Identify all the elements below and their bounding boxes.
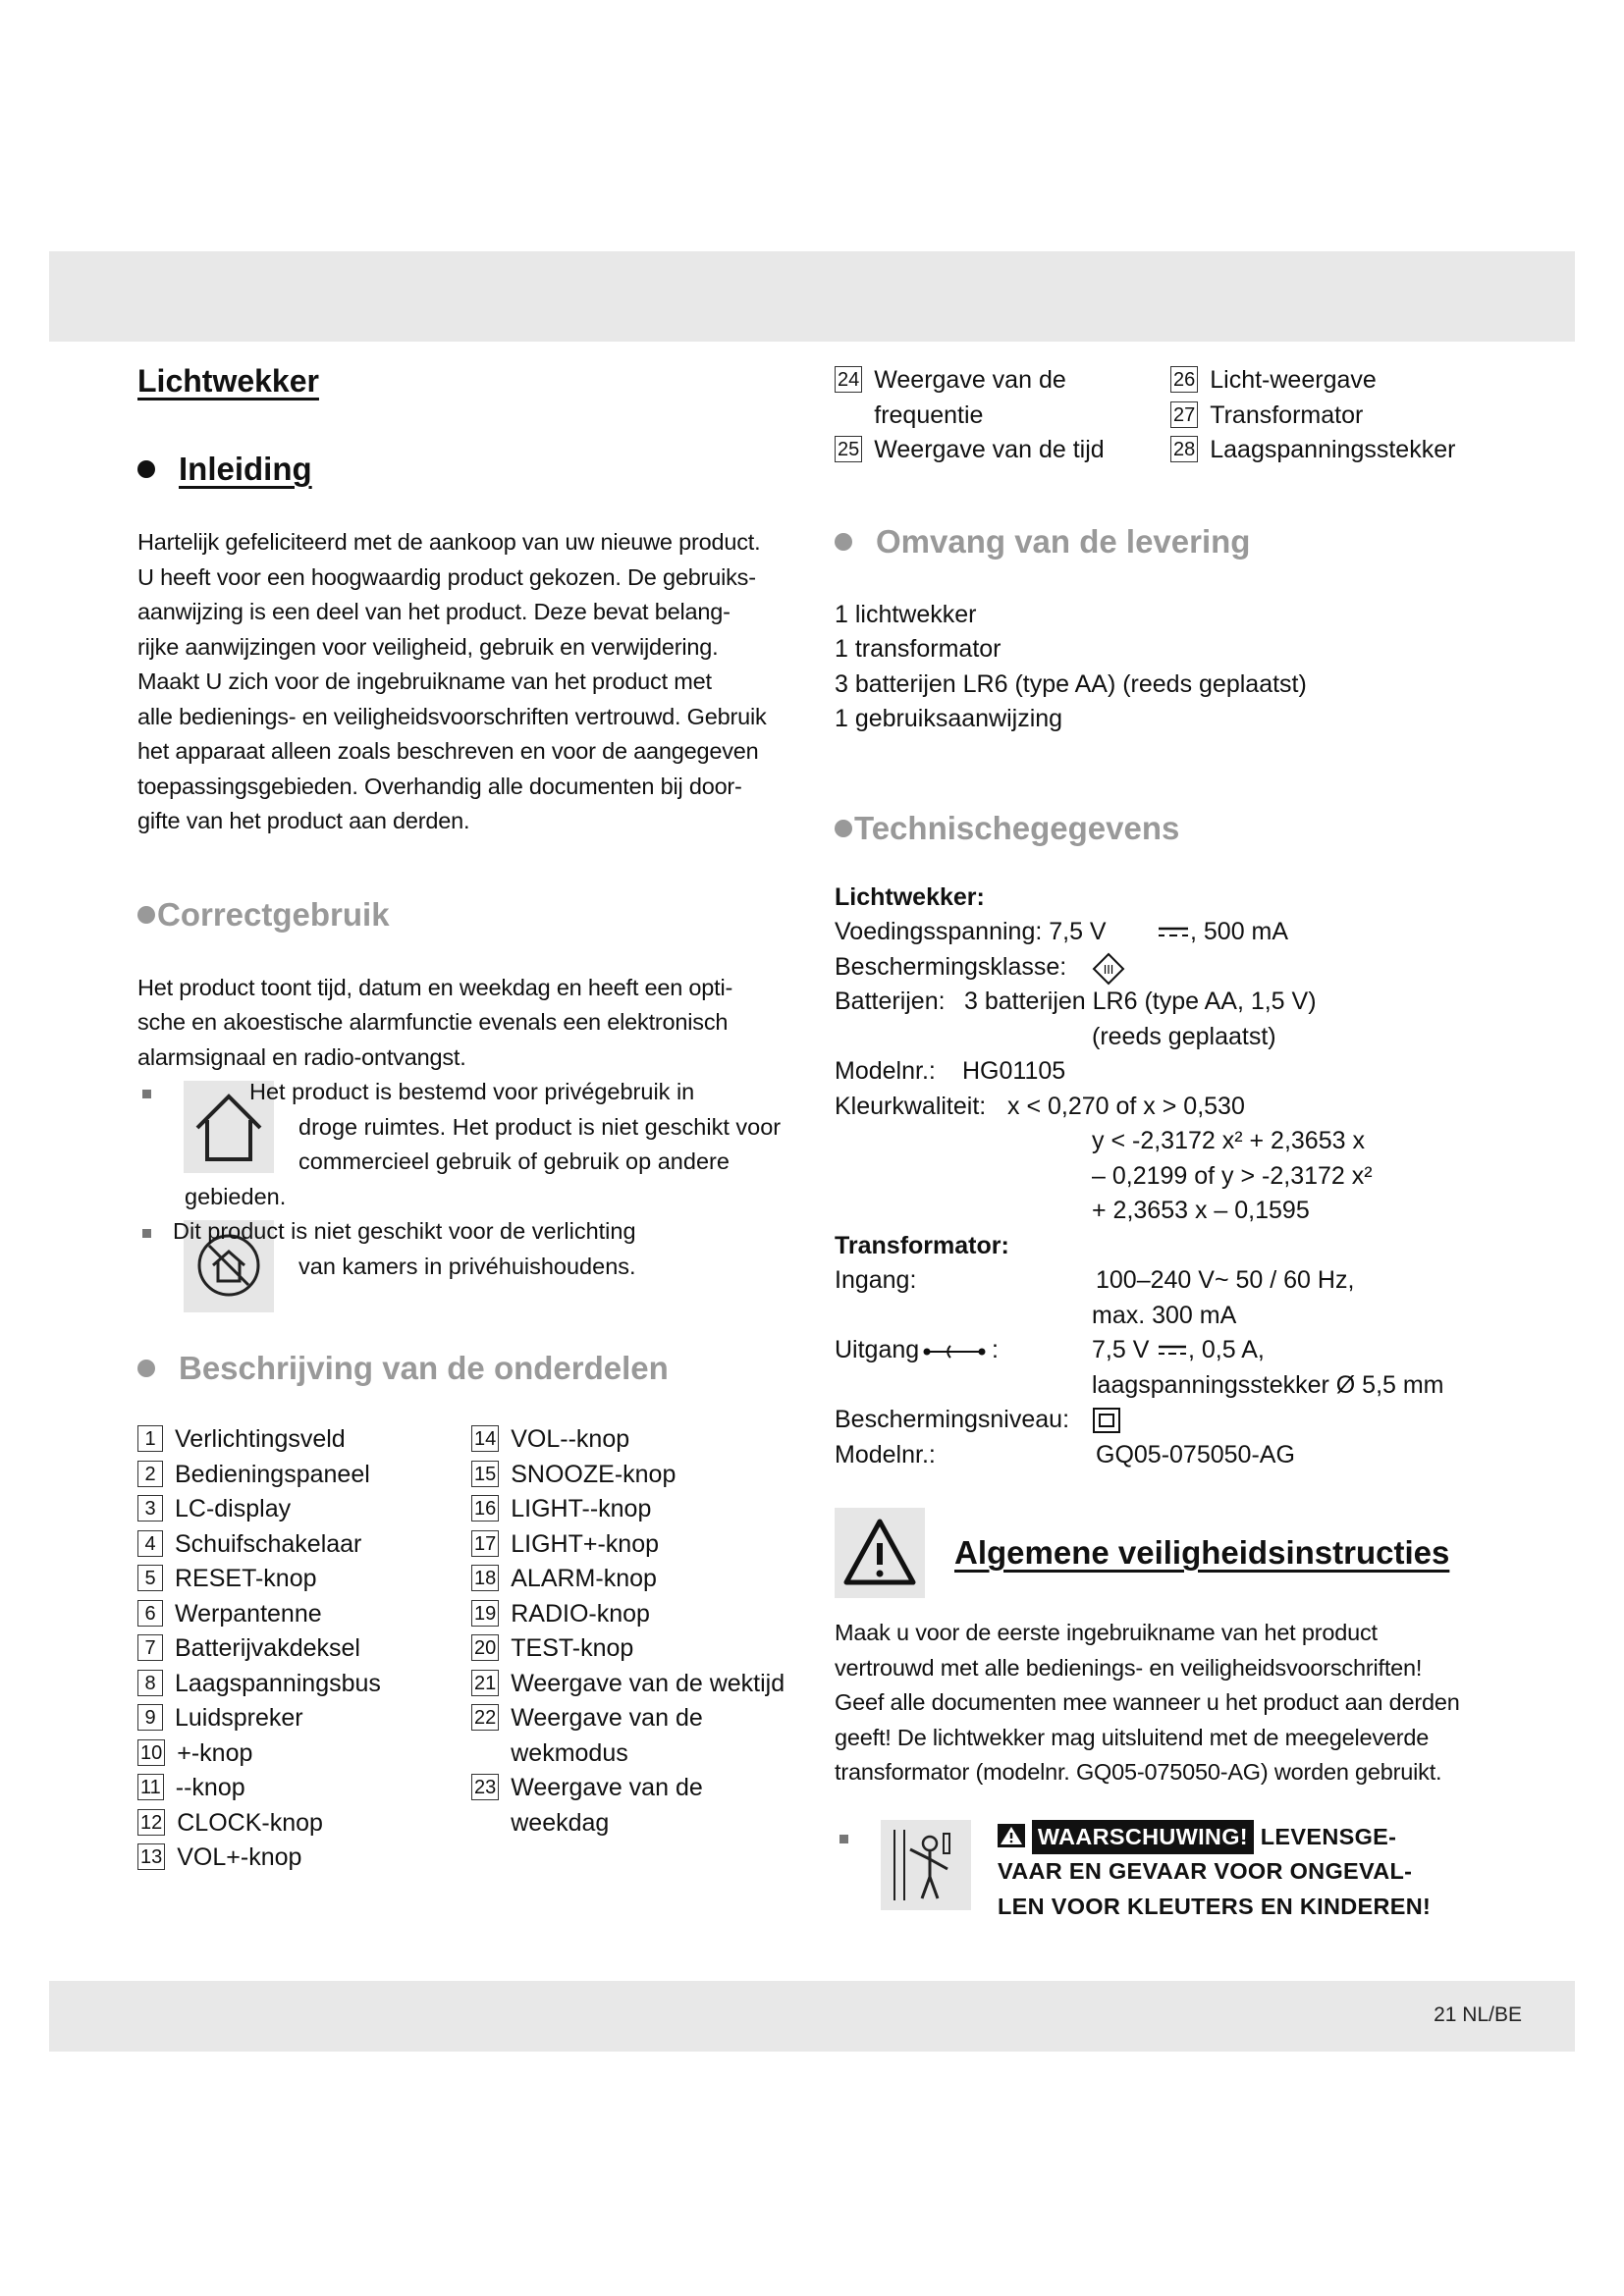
omvang-item: 1 gebruiksaanwijzing	[835, 705, 1063, 732]
model2-label: Modelnr.:	[835, 1440, 936, 1468]
omvang-item: 1 transformator	[835, 635, 1001, 663]
kleur-value: – 0,2199 of y > -2,3172 x²	[1092, 1161, 1373, 1190]
bescherming-row	[835, 950, 1483, 986]
part-item: 28 Laagspanningsstekker	[1170, 433, 1483, 468]
part-item: 22 Weergave van de	[471, 1701, 805, 1736]
veiligheid-heading-text: Algemene veiligheidsinstructies	[954, 1534, 1450, 1571]
batterijen-value: 3 batterijen LR6 (type AA, 1,5 V)	[964, 988, 1317, 1015]
part-item: 3 LC-display	[137, 1492, 471, 1527]
veiligheid-line: Geef alle documenten mee wanneer u het product aan derden	[835, 1689, 1460, 1715]
batterijen-row	[835, 985, 1483, 1020]
part-item: 27 Transformator	[1170, 399, 1483, 434]
uitgang-value: 7,5 V	[1092, 1336, 1150, 1363]
parts-column-2	[471, 1422, 805, 1876]
inleiding-line: gifte van het product aan derden.	[137, 808, 470, 833]
dc-symbol-icon	[1157, 915, 1190, 950]
veiligheid-line: vertrouwd met alle bedienings- en veiligheidsvoorschriften!	[835, 1654, 1423, 1681]
parts-column-1	[137, 1422, 471, 1876]
part-item: 10 +-knop	[137, 1736, 471, 1772]
warning-triangle-small-icon	[998, 1824, 1032, 1849]
uitgang-row: Uitgang : 7,5 V , 0,5 A,	[835, 1333, 1483, 1368]
part-item: 5 RESET-knop	[137, 1562, 471, 1597]
part-item: 24 Weergave van de	[835, 363, 1170, 399]
uitgang-value-b: , 0,5 A,	[1188, 1336, 1265, 1363]
veiligheid-line: transformator (modelnr. GQ05-075050-AG) worden gebruikt.	[835, 1759, 1442, 1785]
veiligheid-line: geeft! De lichtwekker mag uitsluitend met de meegeleverde	[835, 1724, 1430, 1750]
part-item-cont: frequentie	[874, 400, 984, 429]
beschrijving-heading-text: Beschrijving van de onderdelen	[179, 1350, 669, 1386]
warning-text: LEVENSGE-	[1260, 1823, 1397, 1849]
part-item: 25 Weergave van de tijd	[835, 433, 1170, 468]
dc-symbol-icon	[1157, 1333, 1188, 1368]
uitgang-row-2	[835, 1368, 1483, 1404]
bullet-line: commercieel gebruik of gebruik op andere	[298, 1148, 730, 1174]
part-item-cont: wekmodus	[511, 1738, 628, 1767]
correct-heading	[137, 896, 805, 934]
batterijen-label: Batterijen:	[835, 988, 946, 1015]
model2-value: GQ05-075050-AG	[1096, 1440, 1295, 1468]
kleur-row-3	[835, 1159, 1483, 1195]
page-title: Lichtwekker	[137, 363, 319, 399]
ingang-value-2: max. 300 mA	[1092, 1301, 1237, 1329]
niveau-label: Beschermingsniveau:	[835, 1406, 1070, 1433]
omvang-item: 3 batterijen LR6 (type AA) (reeds geplaatst)	[835, 669, 1307, 698]
part-item: 13 VOL+-knop	[137, 1841, 471, 1876]
square-bullet-icon	[142, 1229, 151, 1238]
part-item: 2 Bedieningspaneel	[137, 1458, 471, 1493]
bullet-line: droge ruimtes. Het product is niet geschikt voor	[298, 1113, 782, 1140]
part-item: 1 Verlichtingsveld	[137, 1422, 471, 1458]
correct-line: Het product toont tijd, datum en weekdag en heeft een opti-	[137, 974, 733, 1000]
part-item: 4 Schuifschakelaar	[137, 1527, 471, 1563]
square-bullet-icon	[839, 1835, 848, 1843]
veiligheid-line: Maak u voor de eerste ingebruikname van het product	[835, 1620, 1378, 1645]
warning-badge: WAARSCHUWING!	[1032, 1820, 1254, 1855]
parts-list-continued	[835, 363, 1483, 468]
inleiding-line: het apparaat alleen zoals beschreven en voor de aangegeven	[137, 738, 759, 764]
inleiding-text	[137, 525, 805, 839]
inleiding-line: alle bedienings- en veiligheidsvoorschriften vertrouwd. Gebruik	[137, 703, 767, 729]
kleur-value: + 2,3653 x – 0,1595	[1092, 1197, 1310, 1224]
bullet-line: gebieden.	[185, 1183, 287, 1209]
part-item: 12 CLOCK-knop	[137, 1806, 471, 1842]
header-band	[49, 251, 1575, 342]
warning-line-2: VAAR EN GEVAAR VOOR ONGEVAL-	[998, 1858, 1413, 1884]
part-item-cont: weekdag	[511, 1808, 610, 1837]
technical-data	[835, 881, 1483, 1473]
veiligheid-heading	[835, 1508, 1483, 1598]
kleur-value: x < 0,270 of x > 0,530	[1007, 1092, 1245, 1120]
ingang-row-2	[835, 1299, 1483, 1334]
kleur-row-2	[835, 1124, 1483, 1159]
omvang-heading	[835, 523, 1483, 561]
kleur-value: y < -2,3172 x² + 2,3653 x	[1092, 1127, 1365, 1154]
lichtwekker-label: Lichtwekker:	[835, 882, 985, 911]
square-bullet-icon	[142, 1090, 151, 1098]
kleur-label: Kleurkwaliteit:	[835, 1092, 987, 1120]
voeding-value: , 500 mA	[1190, 918, 1289, 945]
bullet-dot-icon	[137, 460, 155, 478]
left-column	[137, 355, 805, 1876]
bullet-line: van kamers in privéhuishoudens.	[298, 1253, 636, 1279]
part-item: 26 Licht-weergave	[1170, 363, 1483, 399]
inleiding-heading-text: Inleiding	[179, 451, 312, 487]
batterijen-value-2: (reeds geplaatst)	[1092, 1022, 1276, 1050]
model2-row	[835, 1438, 1483, 1473]
ingang-value: 100–240 V~ 50 / 60 Hz,	[1096, 1266, 1355, 1294]
bullet-dot-icon	[137, 906, 155, 924]
part-item: 16 LIGHT--knop	[471, 1492, 805, 1527]
omvang-heading-text: Omvang van de levering	[876, 522, 1251, 560]
bullet-line: Het product is bestemd voor privégebruik in	[249, 1079, 695, 1104]
footer-band	[49, 1981, 1575, 2052]
uitgang-value-2: laagspanningsstekker Ø 5,5 mm	[1092, 1370, 1444, 1399]
part-item: 23 Weergave van de	[471, 1771, 805, 1806]
omvang-item: 1 lichtwekker	[835, 600, 977, 628]
part-item: 19 RADIO-knop	[471, 1597, 805, 1632]
inleiding-line: Maakt U zich voor de ingebruikname van het product met	[137, 668, 712, 694]
inleiding-line: rijke aanwijzingen voor veiligheid, gebruik en verwijdering.	[137, 633, 719, 660]
inleiding-line: aanwijzing is een deel van het product. Deze bevat belang-	[137, 599, 731, 624]
part-item: 11 --knop	[137, 1771, 471, 1806]
part-item: 18 ALARM-knop	[471, 1562, 805, 1597]
correct-line: sche en akoestische alarmfunctie evenals een elektronisch	[137, 1009, 729, 1035]
technisch-heading-text: Technischegegevens	[854, 809, 1180, 846]
ingang-label: Ingang:	[835, 1266, 917, 1294]
voeding-label: Voedingsspanning: 7,5 V	[835, 918, 1107, 945]
bullet-dot-icon	[137, 1360, 155, 1377]
bullet-line: Dit product is niet geschikt voor de verlichting	[173, 1218, 636, 1244]
part-item: 14 VOL--knop	[471, 1422, 805, 1458]
batterijen-row-2	[835, 1020, 1483, 1055]
inleiding-line: toepassingsgebieden. Overhandig alle documenten bij door-	[137, 773, 742, 799]
transformator-label: Transformator:	[835, 1231, 1009, 1259]
correct-text	[137, 971, 805, 1076]
model-value: HG01105	[962, 1057, 1066, 1085]
veiligheid-text	[835, 1616, 1483, 1790]
part-item: 21 Weergave van de wektijd	[471, 1667, 805, 1702]
inleiding-line: Hartelijk gefeliciteerd met de aankoop van uw nieuwe product.	[137, 529, 761, 555]
bullet-dot-icon	[835, 820, 852, 837]
parts-column-3	[835, 363, 1170, 468]
bullet-private-use	[137, 1075, 805, 1214]
warning-line-3: LEN VOOR KLEUTERS EN KINDEREN!	[998, 1893, 1432, 1919]
kleur-row	[835, 1090, 1483, 1125]
kleur-row-4	[835, 1194, 1483, 1229]
parts-list	[137, 1422, 805, 1876]
part-item: 17 LIGHT+-knop	[471, 1527, 805, 1563]
part-item: 6 Werpantenne	[137, 1597, 471, 1632]
warning-triangle-icon	[835, 1508, 925, 1598]
model-label: Modelnr.:	[835, 1057, 936, 1085]
bescherming-label: Beschermingsklasse:	[835, 952, 1067, 981]
model-row	[835, 1054, 1483, 1090]
child-hazard-icon	[881, 1820, 971, 1910]
page-number: 21 NL/BE	[1434, 2003, 1522, 2026]
right-column	[835, 355, 1483, 1928]
beschrijving-heading	[137, 1350, 805, 1387]
technisch-heading	[835, 810, 1483, 847]
part-item: 20 TEST-knop	[471, 1631, 805, 1667]
parts-column-4	[1170, 363, 1483, 468]
inleiding-heading	[137, 451, 805, 488]
polarity-icon	[921, 1333, 990, 1368]
warning-bullet	[835, 1820, 1483, 1928]
svg-text:III: III	[1103, 962, 1114, 977]
part-item: 8 Laagspanningsbus	[137, 1667, 471, 1702]
correct-heading-text: Correctgebruik	[157, 895, 390, 933]
part-item: 9 Luidspreker	[137, 1701, 471, 1736]
bullet-not-lighting	[137, 1214, 805, 1312]
part-item: 7 Batterijvakdeksel	[137, 1631, 471, 1667]
voeding-row	[835, 915, 1483, 950]
uitgang-label: Uitgang	[835, 1336, 920, 1363]
part-item: 15 SNOOZE-knop	[471, 1458, 805, 1493]
warning-line-1	[998, 1820, 1396, 1855]
omvang-list	[835, 598, 1483, 737]
inleiding-line: U heeft voor een hoogwaardig product gekozen. De gebruiks-	[137, 563, 756, 590]
ingang-row	[835, 1263, 1483, 1299]
correct-line: alarmsignaal en radio-ontvangst.	[137, 1043, 466, 1070]
niveau-row	[835, 1403, 1483, 1438]
bullet-dot-icon	[835, 533, 852, 551]
